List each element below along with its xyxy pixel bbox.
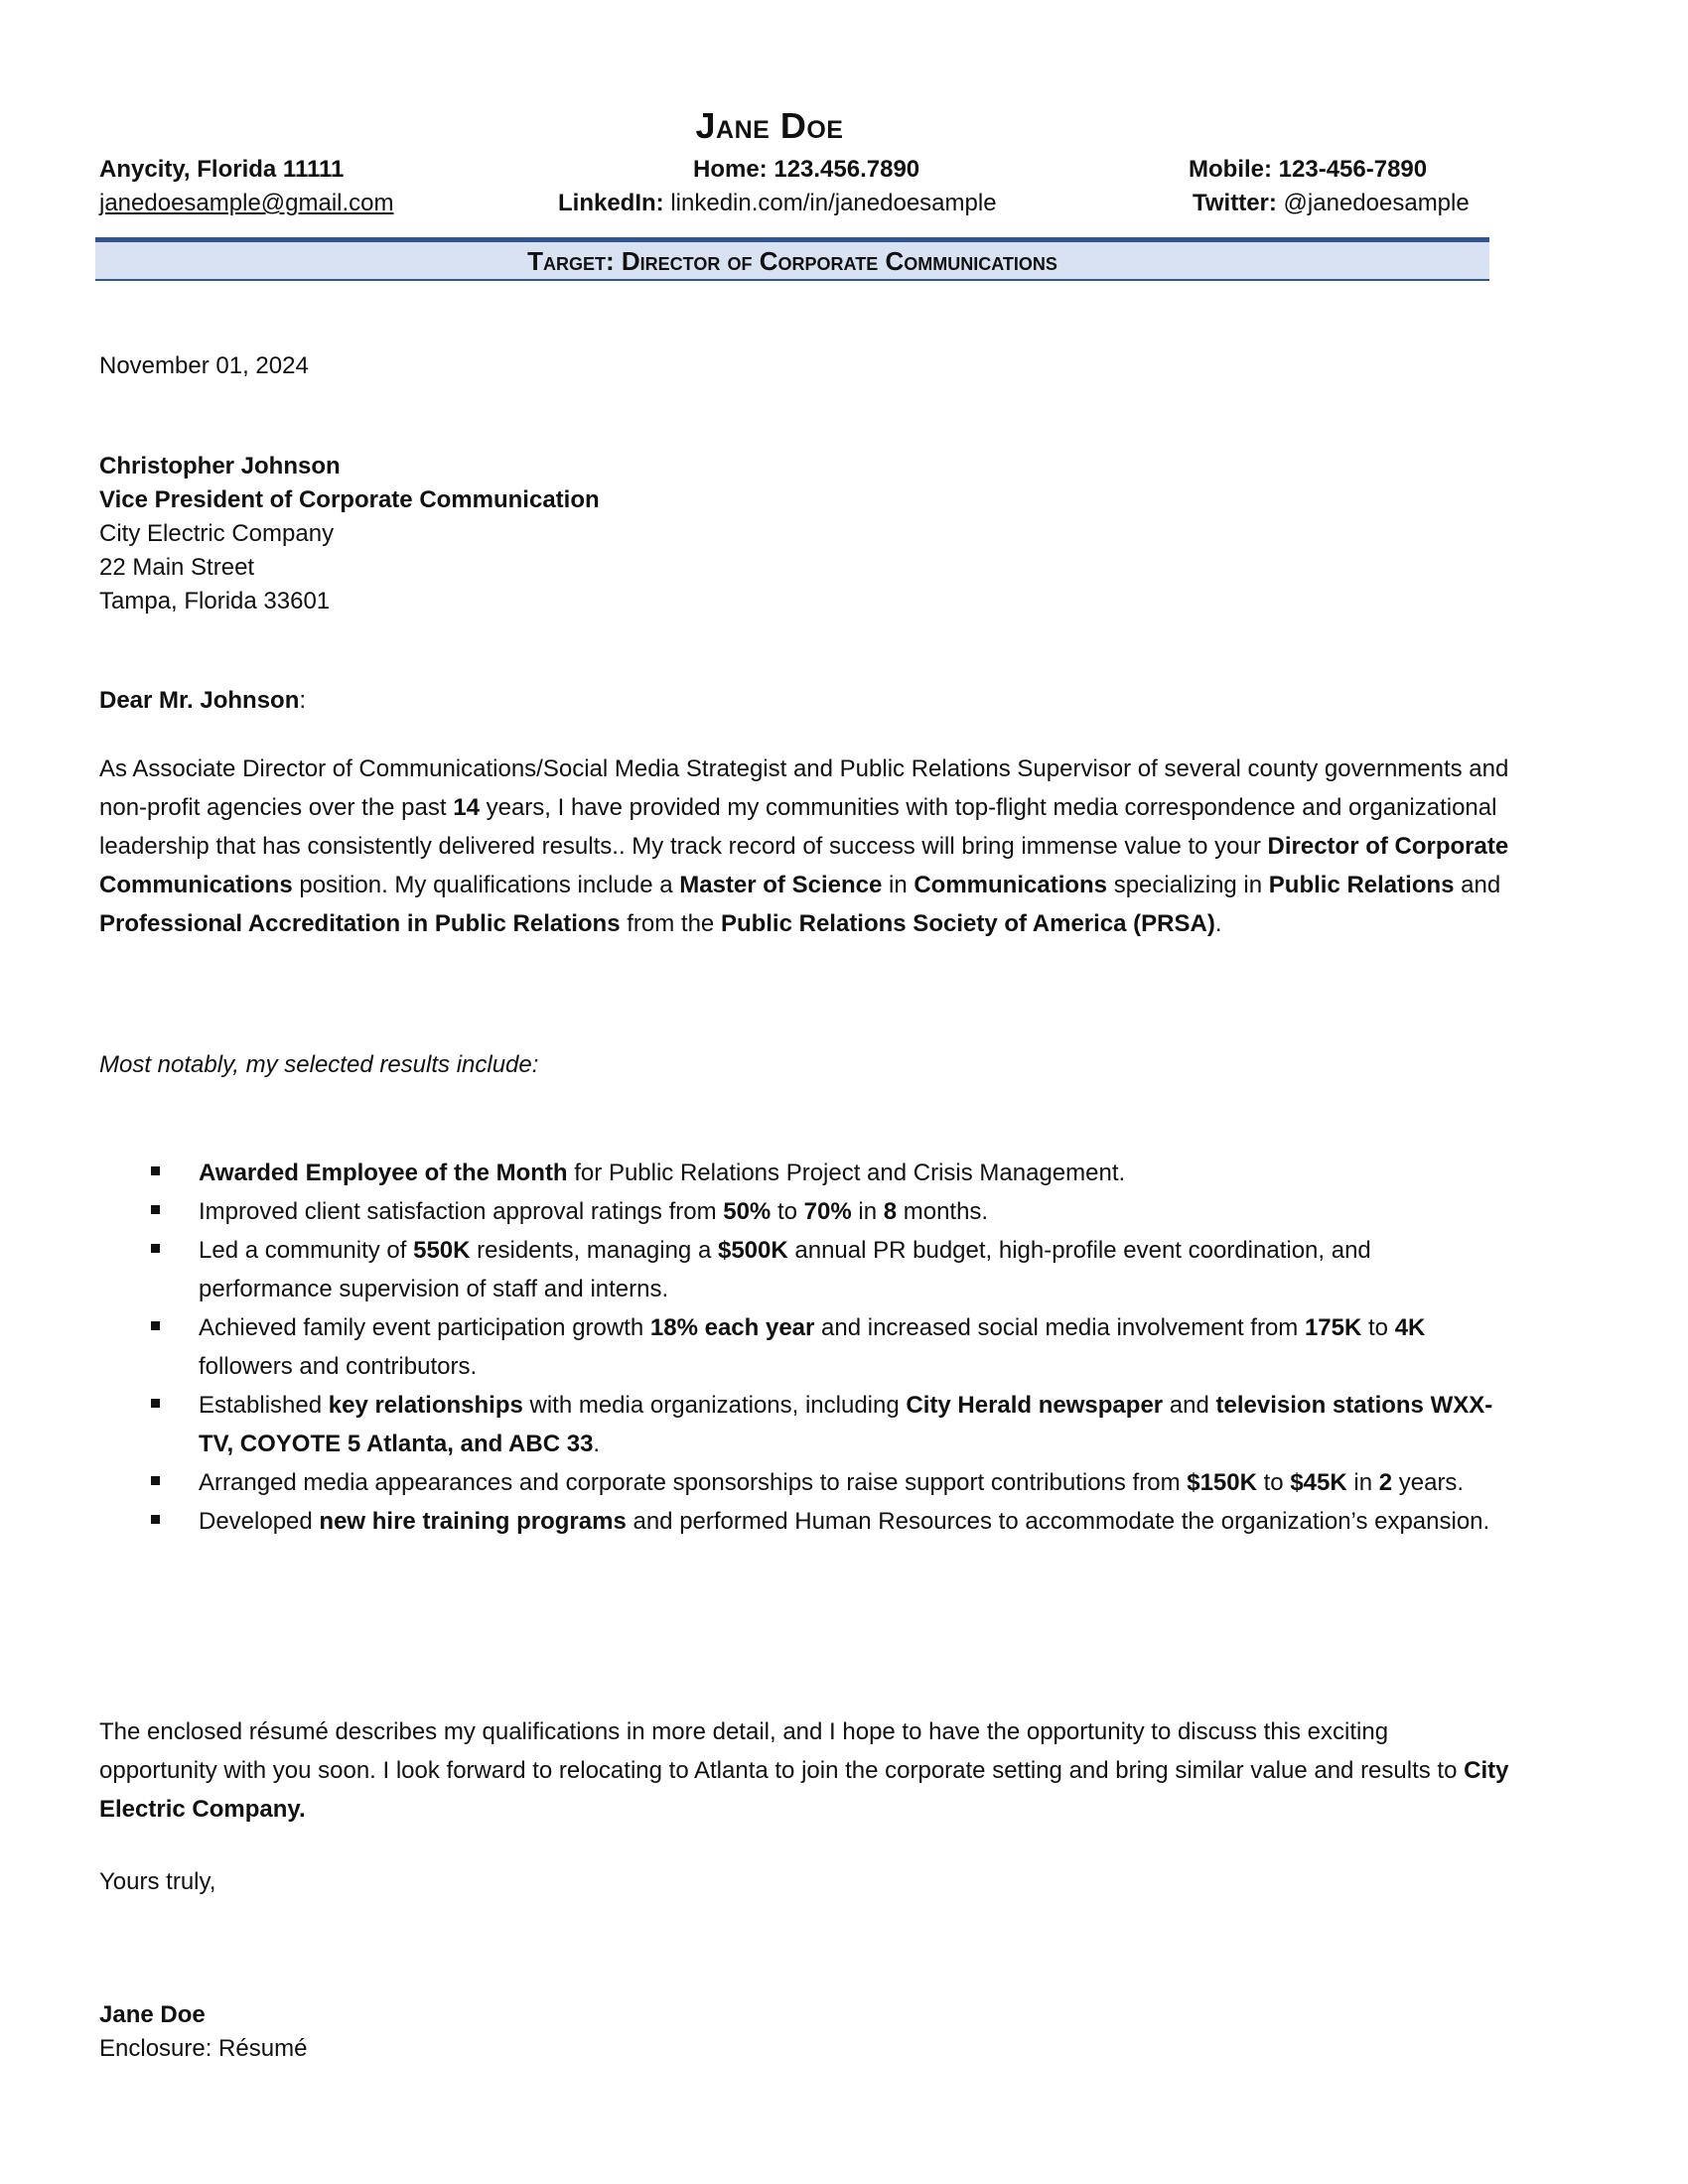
bullet-text: years.: [1392, 1469, 1465, 1496]
intro-bold: Public Relations Society of America (PRSA): [720, 910, 1215, 937]
square-bullet-icon: [151, 1476, 160, 1485]
bullet-text: Developed: [199, 1508, 320, 1535]
list-item: [99, 1502, 1509, 1541]
twitter-label: Twitter:: [1193, 190, 1277, 216]
intro-text: in: [882, 872, 914, 898]
bullet-text: and increased social media involvement from: [814, 1314, 1305, 1341]
intro-bold: Professional Accreditation in Public Relations: [99, 910, 621, 937]
bullet-bold: City Herald newspaper: [906, 1392, 1164, 1419]
bullet-text: and: [1163, 1392, 1216, 1419]
intro-text: and: [1454, 872, 1501, 898]
bullet-text: .: [593, 1431, 601, 1457]
bullet-bold: Awarded Employee of the Month: [199, 1160, 568, 1186]
target-position-bar: Target: Director of Corporate Communications: [95, 237, 1489, 281]
bullet-bold: television stations WXX-TV, COYOTE 5 Atlanta, and ABC 33: [199, 1392, 1493, 1457]
intro-bold: Public Relations: [1268, 872, 1455, 898]
linkedin-value: linkedin.com/in/janedoesample: [663, 190, 997, 216]
letter-date: November 01, 2024: [99, 352, 309, 379]
intro-text: from the: [620, 910, 721, 937]
list-item: [99, 1154, 1509, 1192]
list-item: [99, 1192, 1509, 1231]
square-bullet-icon: [151, 1166, 160, 1175]
bullet-bold: $45K: [1290, 1469, 1347, 1496]
list-item: [99, 1463, 1509, 1502]
signoff: Yours truly,: [99, 1868, 216, 1895]
square-bullet-icon: [151, 1515, 160, 1524]
square-bullet-icon: [151, 1399, 160, 1408]
bullet-text: for Public Relations Project and Crisis Management.: [567, 1160, 1126, 1186]
bullet-text: annual PR budget, high-profile event coordination, and performance supervision of staff and interns.: [199, 1237, 1371, 1302]
bullet-text: to: [1361, 1314, 1395, 1341]
bullet-text: Achieved family event participation growth: [199, 1314, 650, 1341]
list-item: [99, 1308, 1509, 1386]
salutation-name: Dear Mr. Johnson: [99, 687, 300, 714]
intro-text: specializing in: [1107, 872, 1269, 898]
bullet-text: Improved client satisfaction approval ratings from: [199, 1198, 724, 1225]
contact-row-primary: [99, 156, 1489, 186]
location: Anycity, Florida 11111: [99, 156, 345, 183]
bullet-text: to: [771, 1198, 804, 1225]
bullet-bold: 175K: [1304, 1314, 1362, 1341]
bullet-text: months.: [897, 1198, 989, 1225]
bullet-bold: 4K: [1394, 1314, 1426, 1341]
contact-row-secondary: [99, 190, 1489, 219]
square-bullet-icon: [151, 1321, 160, 1330]
bullet-text: in: [1346, 1469, 1379, 1496]
applicant-name: Jane Doe: [695, 105, 844, 146]
linkedin: [558, 190, 997, 217]
email-link[interactable]: janedoesample@gmail.com: [99, 190, 394, 216]
twitter: [1193, 190, 1470, 217]
bullet-bold: 50%: [723, 1198, 772, 1225]
bullet-text: followers and contributors.: [199, 1353, 478, 1380]
recipient-city: Tampa, Florida 33601: [99, 588, 331, 614]
bullet-text: with media organizations, including: [522, 1392, 907, 1419]
bullet-text: residents, managing a: [470, 1237, 718, 1264]
closing-bold: City Electric Company.: [99, 1757, 1509, 1823]
bullet-bold: key relationships: [328, 1392, 523, 1419]
mobile-phone: Mobile: 123-456-7890: [1189, 156, 1428, 183]
twitter-value: @janedoesample: [1276, 190, 1470, 216]
intro-bold: 14: [453, 794, 480, 821]
results-list: [99, 1154, 1509, 1541]
list-item: [99, 1386, 1509, 1463]
bullet-bold: 550K: [413, 1237, 471, 1264]
salutation-colon: :: [299, 687, 307, 714]
intro-text: .: [1214, 910, 1222, 937]
signature-name: Jane Doe: [99, 2001, 206, 2028]
bullet-bold: $150K: [1187, 1469, 1257, 1496]
bullet-text: in: [851, 1198, 884, 1225]
intro-paragraph: [99, 750, 1509, 943]
intro-bold: Master of Science: [679, 872, 883, 898]
bullet-bold: $500K: [717, 1237, 788, 1264]
results-heading: Most notably, my selected results include:: [99, 1051, 539, 1078]
recipient-title: Vice President of Corporate Communication: [99, 486, 600, 513]
intro-bold: Communications: [914, 872, 1108, 898]
list-item: [99, 1231, 1509, 1308]
salutation: [99, 687, 306, 715]
recipient-name: Christopher Johnson: [99, 453, 341, 479]
closing-paragraph: [99, 1712, 1509, 1829]
square-bullet-icon: [151, 1205, 160, 1214]
bullet-bold: 70%: [803, 1198, 852, 1225]
bullet-bold: 18% each year: [649, 1314, 815, 1341]
recipient-street: 22 Main Street: [99, 554, 255, 581]
closing-text: The enclosed résumé describes my qualifications in more detail, and I hope to have the opportunity to discuss this exciting opportunity with you soon. I look forward to relocating to Atlanta to join the corporate setting and bring similar value and results to: [99, 1718, 1465, 1784]
linkedin-label: LinkedIn:: [558, 190, 664, 216]
bullet-bold: new hire training programs: [319, 1508, 627, 1535]
bullet-text: Established: [199, 1392, 329, 1419]
intro-bold: Director of Corporate Communications: [99, 833, 1509, 898]
intro-text: As Associate Director of Communications/Social Media Strategist and Public Relations Supervisor of several county governments and non-profit agencies over the past: [99, 755, 1509, 821]
bullet-text: Arranged media appearances and corporate sponsorships to raise support contributions from: [199, 1469, 1188, 1496]
intro-text: position. My qualifications include a: [292, 872, 680, 898]
intro-text: years, I have provided my communities with top-flight media correspondence and organizational leadership that has consistently delivered results.. My track record of success will bring immense value to your: [99, 794, 1497, 860]
recipient-company: City Electric Company: [99, 520, 335, 547]
bullet-bold: 2: [1378, 1469, 1393, 1496]
bullet-text: and performed Human Resources to accommodate the organization’s expansion.: [626, 1508, 1490, 1535]
bullet-bold: 8: [883, 1198, 898, 1225]
bullet-text: Led a community of: [199, 1237, 414, 1264]
enclosure-note: Enclosure: Résumé: [99, 2035, 308, 2062]
home-phone: Home: 123.456.7890: [693, 156, 920, 183]
square-bullet-icon: [151, 1244, 160, 1253]
bullet-text: to: [1256, 1469, 1291, 1496]
